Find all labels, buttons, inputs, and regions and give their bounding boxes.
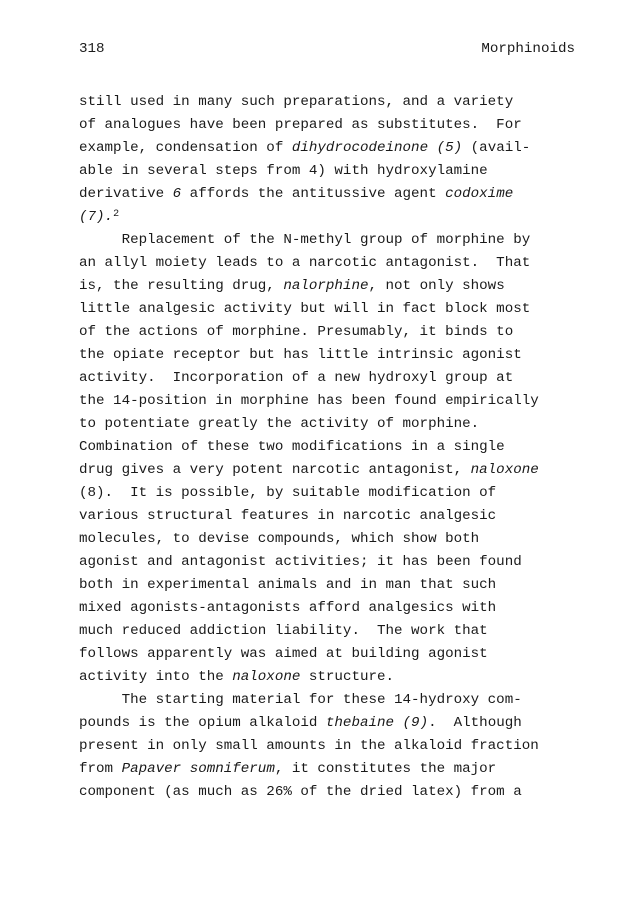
text-line (79, 298, 579, 321)
italic-term: codoxime (445, 186, 514, 202)
text-line (79, 206, 579, 229)
text-segment: , not only shows (368, 278, 505, 294)
italic-term: 6 (172, 186, 182, 202)
italic-term: Papaver somniferum (121, 761, 275, 777)
running-title: Morphinoids (481, 41, 575, 57)
text-segment: derivative (79, 186, 173, 202)
text-line (79, 758, 579, 781)
text-segment: affords the antitussive agent (181, 186, 446, 202)
text-segment: still used in many such preparations, and a variety (79, 94, 514, 110)
text-segment: agonist and antagonist activities; it has been found (79, 554, 522, 570)
text-segment: the opiate receptor but has little intrinsic agonist (79, 347, 522, 363)
text-segment: Replacement of the N-methyl group of morphine by (79, 232, 531, 248)
text-line (79, 252, 579, 275)
text-segment: , it constitutes the major (274, 761, 497, 777)
italic-term: nalorphine (283, 278, 369, 294)
text-segment: Combination of these two modifications in a single (79, 439, 505, 455)
italic-term: dihydrocodeinone (291, 140, 429, 156)
text-line (79, 643, 579, 666)
text-line (79, 114, 579, 137)
text-segment: of the actions of morphine. Presumably, it binds to (79, 324, 514, 340)
text-line (79, 137, 579, 160)
text-segment: from (79, 761, 122, 777)
text-segment: an allyl moiety leads to a narcotic antagonist. That (79, 255, 531, 271)
text-segment: to potentiate greatly the activity of morphine. (79, 416, 480, 432)
text-line (79, 482, 579, 505)
text-segment: structure. (300, 669, 395, 685)
text-line (79, 689, 579, 712)
text-segment: (avail- (462, 140, 531, 156)
text-line (79, 505, 579, 528)
text-line (79, 459, 579, 482)
text-segment: The starting material for these 14-hydroxy com- (79, 692, 522, 708)
text-segment: is, the resulting drug, (79, 278, 284, 294)
text-line (79, 275, 579, 298)
text-segment (394, 715, 403, 731)
footnote-ref: 2 (113, 209, 120, 220)
italic-term: (7). (79, 209, 114, 225)
text-line (79, 574, 579, 597)
text-line (79, 666, 579, 689)
italic-term: thebaine (325, 715, 395, 731)
text-line (79, 321, 579, 344)
text-line (79, 528, 579, 551)
text-line (79, 436, 579, 459)
text-segment: (8). It is possible, by suitable modification of (79, 485, 497, 501)
text-segment: follows apparently was aimed at building agonist (79, 646, 488, 662)
text-segment: component (as much as 26% of the dried latex) from a (79, 784, 522, 800)
text-line (79, 160, 579, 183)
text-segment: both in experimental animals and in man that such (79, 577, 497, 593)
text-segment: drug gives a very potent narcotic antagonist, (79, 462, 471, 478)
text-segment: of analogues have been prepared as substitutes. For (79, 117, 522, 133)
text-segment: various structural features in narcotic analgesic (79, 508, 497, 524)
text-segment: mixed agonists-antagonists afford analgesics with (79, 600, 497, 616)
text-segment: molecules, to devise compounds, which show both (79, 531, 480, 547)
text-line (79, 91, 579, 114)
text-segment: little analgesic activity but will in fact block most (79, 301, 531, 317)
text-line (79, 735, 579, 758)
italic-term: naloxone (232, 669, 301, 685)
text-line (79, 344, 579, 367)
text-line (79, 183, 579, 206)
italic-term: (9) (402, 715, 429, 731)
text-segment: much reduced addiction liability. The work that (79, 623, 488, 639)
body-text (79, 91, 579, 804)
text-segment: pounds is the opium alkaloid (79, 715, 326, 731)
text-line (79, 781, 579, 804)
text-segment: activity. Incorporation of a new hydroxyl group at (79, 370, 514, 386)
text-segment: the 14-position in morphine has been found empirically (79, 393, 539, 409)
text-line (79, 712, 579, 735)
italic-term: naloxone (470, 462, 539, 478)
page-number: 318 (79, 41, 105, 57)
text-line (79, 413, 579, 436)
text-line (79, 229, 579, 252)
text-segment: activity into the (79, 669, 233, 685)
text-line (79, 620, 579, 643)
text-line (79, 597, 579, 620)
text-line (79, 551, 579, 574)
text-segment: . Although (428, 715, 522, 731)
italic-term: (5) (436, 140, 463, 156)
text-segment: present in only small amounts in the alkaloid fraction (79, 738, 539, 754)
text-segment (428, 140, 437, 156)
text-segment: able in several steps from 4) with hydroxylamine (79, 163, 488, 179)
text-segment: example, condensation of (79, 140, 292, 156)
text-line (79, 390, 579, 413)
text-line (79, 367, 579, 390)
